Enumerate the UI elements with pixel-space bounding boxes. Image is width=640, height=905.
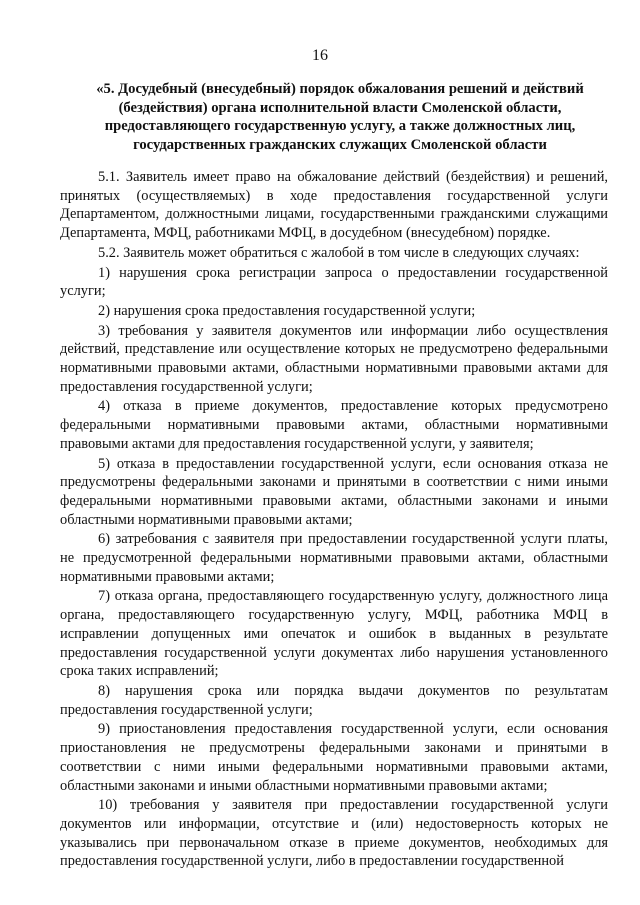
paragraph-5-2: 5.2. Заявитель может обратиться с жалобой в том числе в следующих случаях: xyxy=(98,244,580,261)
list-item-9: 9) приостановления предоставления государственной услуги, если основания приостановления не предусмотрены федеральными законами и принятыми в соответствии с ними иными федеральными нормативными правовыми актами, областными законами и иными областными нормативными правовыми актами; xyxy=(60,721,608,794)
section-heading-line: государственных гражданских служащих Смоленской области xyxy=(133,136,547,153)
section-heading-line: (бездействия) органа исполнительной власти Смоленской области, xyxy=(118,99,562,116)
page-number: 16 xyxy=(312,47,328,64)
list-item-10: 10) требования у заявителя при предоставлении государственной услуги документов или информации, отсутствие и (или) недостоверность которых не указывались при первоначальном отказе в приеме документов, необходимых для предоставления государственной услуги, либо в предоставлении государственной xyxy=(60,797,608,870)
section-body xyxy=(60,168,608,871)
list-item-1: 1) нарушения срока регистрации запроса о предоставлении государственной услуги; xyxy=(60,264,608,300)
list-item-7: 7) отказа органа, предоставляющего государственную услугу, должностного лица органа, предоставляющего государственную услугу, МФЦ, работника МФЦ в исправлении допущенных ими опечаток и ошибок в выданных в результате предоставления государственной услуги документах либо нарушения установленного срока таких исправлений; xyxy=(60,588,608,680)
list-item-4: 4) отказа в приеме документов, предоставление которых предусмотрено федеральными нормативными правовыми актами, областными нормативными правовыми актами для предоставления государственной услуги, у заявителя; xyxy=(60,398,608,452)
list-item-8: 8) нарушения срока или порядка выдачи документов по результатам предоставления государственной услуги; xyxy=(60,682,608,718)
list-item-5: 5) отказа в предоставлении государственной услуги, если основания отказа не предусмотрены федеральными законами и принятыми в соответствии с ними иными федеральными нормативными правовыми актами, областными законами и иными областными нормативными правовыми актами; xyxy=(60,455,608,528)
paragraph-5-1: 5.1. Заявитель имеет право на обжалование действий (бездействия) и решений, принятых (осуществляемых) в ходе предоставления государственной услуги Департаментом, должностными лицами, государственными гражданскими служащими Департамента, МФЦ, работниками МФЦ, в досудебном (внесудебном) порядке. xyxy=(60,169,608,242)
section-heading-line: «5. Досудебный (внесудебный) порядок обжалования решений и действий xyxy=(96,81,584,97)
section-heading xyxy=(60,80,620,154)
list-item-3: 3) требования у заявителя документов или информации либо осуществления действий, представление или осуществление которых не предусмотрено федеральными нормативными правовыми актами, областными нормативными правовыми актами для предоставления государственной услуги; xyxy=(60,322,608,395)
list-item-2: 2) нарушения срока предоставления государственной услуги; xyxy=(98,302,476,319)
section-heading-line: предоставляющего государственную услугу, а также должностных лиц, xyxy=(104,118,576,135)
list-item-6: 6) затребования с заявителя при предоставлении государственной услуги платы, не предусмотренной федеральными нормативными правовыми актами, областными нормативными правовыми актами; xyxy=(60,531,608,585)
